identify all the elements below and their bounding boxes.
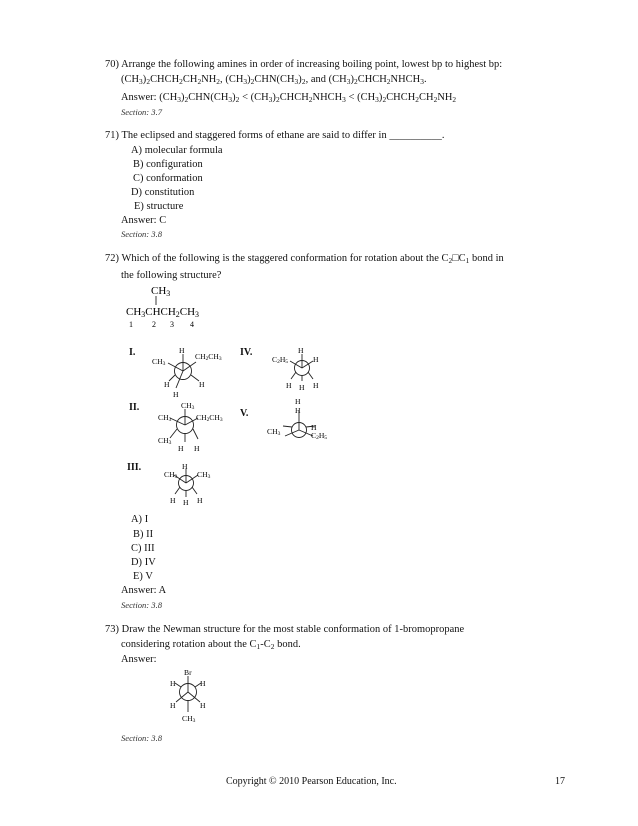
svg-text:H: H (199, 380, 205, 389)
q70-answer: Answer: (CH3)2CHN(CH3)2 < (CH3)2CHCH2NHCH3 < (CH3)2CHCH2CH2NH2 (121, 92, 457, 104)
newman-projection-answer (163, 666, 223, 726)
option-label-iv: IV. (240, 347, 253, 358)
svg-text:H: H (170, 496, 176, 505)
svg-text:H: H (178, 444, 184, 453)
svg-text:CH3: CH3 (164, 470, 178, 481)
q71-option-e: E) structure (134, 201, 184, 212)
q70-section: Section: 3.7 (121, 107, 163, 117)
q72-option-c: C) III (131, 543, 155, 554)
q72-section: Section: 3.8 (121, 600, 163, 610)
svg-text:H: H (298, 346, 304, 355)
q72-stem-line1: 72) Which of the following is the staggered conformation for rotation about the C2□C1 bond in (105, 253, 504, 265)
q71-option-d: D) constitution (131, 187, 195, 198)
svg-text:Br: Br (184, 668, 192, 677)
structure-diagram (118, 283, 238, 331)
q71-section: Section: 3.8 (121, 229, 163, 239)
q71-answer: Answer: C (121, 215, 167, 226)
svg-text:H: H (164, 380, 170, 389)
svg-text:H: H (170, 679, 176, 688)
q73-stem-line1: 73) Draw the Newman structure for the most stable conformation of 1-bromopropane (105, 624, 465, 635)
structure-main: CH3CHCH2CH3 (126, 306, 199, 319)
option-label-i: I. (129, 347, 136, 358)
svg-text:C2H5: C2H5 (272, 355, 289, 366)
footer-copyright: Copyright © 2010 Pearson Education, Inc. (226, 776, 397, 787)
option-label-ii: II. (129, 402, 140, 413)
carbon-number-3: 3 (170, 320, 174, 329)
q71-stem: 71) The eclipsed and staggered forms of ethane are said to differ in __________. (105, 130, 445, 141)
svg-text:H: H (200, 701, 206, 710)
q72-option-d: D) IV (131, 557, 156, 568)
page-number: 17 (555, 776, 565, 787)
option-label-v: V. (240, 408, 249, 419)
svg-text:H: H (170, 701, 176, 710)
carbon-number-1: 1 (129, 320, 133, 329)
q73-answer-label: Answer: (121, 654, 157, 665)
q70-stem-line1: 70) Arrange the following amines in order of increasing boiling point, lowest bp to highest bp: (105, 59, 503, 70)
svg-text:CH3: CH3 (158, 413, 172, 424)
option-label-iii: III. (127, 462, 142, 473)
q72-option-e: E) V (133, 571, 153, 582)
svg-text:CH3: CH3 (158, 436, 172, 447)
svg-text:H: H (313, 381, 319, 390)
q73-stem-line2: considering rotation about the C1-C2 bond. (121, 639, 301, 651)
newman-projection-v (265, 396, 345, 446)
svg-text:CH3: CH3 (267, 427, 281, 438)
newman-projection-iv (270, 346, 340, 394)
svg-text:H: H (182, 463, 188, 471)
svg-text:CH2CH3: CH2CH3 (196, 413, 223, 424)
svg-text:H: H (179, 346, 185, 355)
svg-text:H: H (197, 496, 203, 505)
svg-text:CH2CH3: CH2CH3 (195, 352, 222, 363)
carbon-number-4: 4 (190, 320, 194, 329)
q71-option-a: A) molecular formula (131, 145, 223, 156)
q72-stem-line2: the following structure? (121, 270, 222, 281)
newman-projection-ii (148, 400, 240, 458)
svg-text:H: H (299, 383, 305, 392)
q73-section: Section: 3.8 (121, 733, 163, 743)
svg-text:H: H (183, 498, 189, 507)
svg-text:H: H (173, 390, 179, 399)
svg-text:CH3: CH3 (182, 714, 196, 725)
structure-top: CH3 (151, 285, 171, 298)
svg-text:H: H (295, 406, 301, 415)
svg-text:C2H5: C2H5 (311, 431, 328, 442)
svg-text:CH3: CH3 (181, 401, 195, 412)
svg-text:H: H (313, 355, 319, 364)
svg-text:H: H (286, 381, 292, 390)
svg-text:CH3: CH3 (197, 470, 211, 481)
q71-option-c: C) conformation (133, 173, 203, 184)
svg-text:H: H (200, 679, 206, 688)
q72-option-a: A) I (131, 514, 149, 525)
q72-option-b: B) II (133, 529, 154, 540)
svg-text:H: H (295, 397, 301, 406)
q72-answer: Answer: A (121, 585, 167, 596)
q71-option-b: B) configuration (133, 159, 203, 170)
svg-text:CH3: CH3 (152, 357, 166, 368)
carbon-number-2: 2 (152, 320, 156, 329)
svg-text:H: H (194, 444, 200, 453)
newman-projection-i (148, 344, 240, 402)
svg-text:H: H (311, 423, 317, 432)
newman-projection-iii (160, 463, 230, 511)
q70-stem-line2: (CH3)2CHCH2CH2NH2, (CH3)2CHN(CH3)2, and (CH3)2CHCH2NHCH3. (121, 74, 427, 86)
